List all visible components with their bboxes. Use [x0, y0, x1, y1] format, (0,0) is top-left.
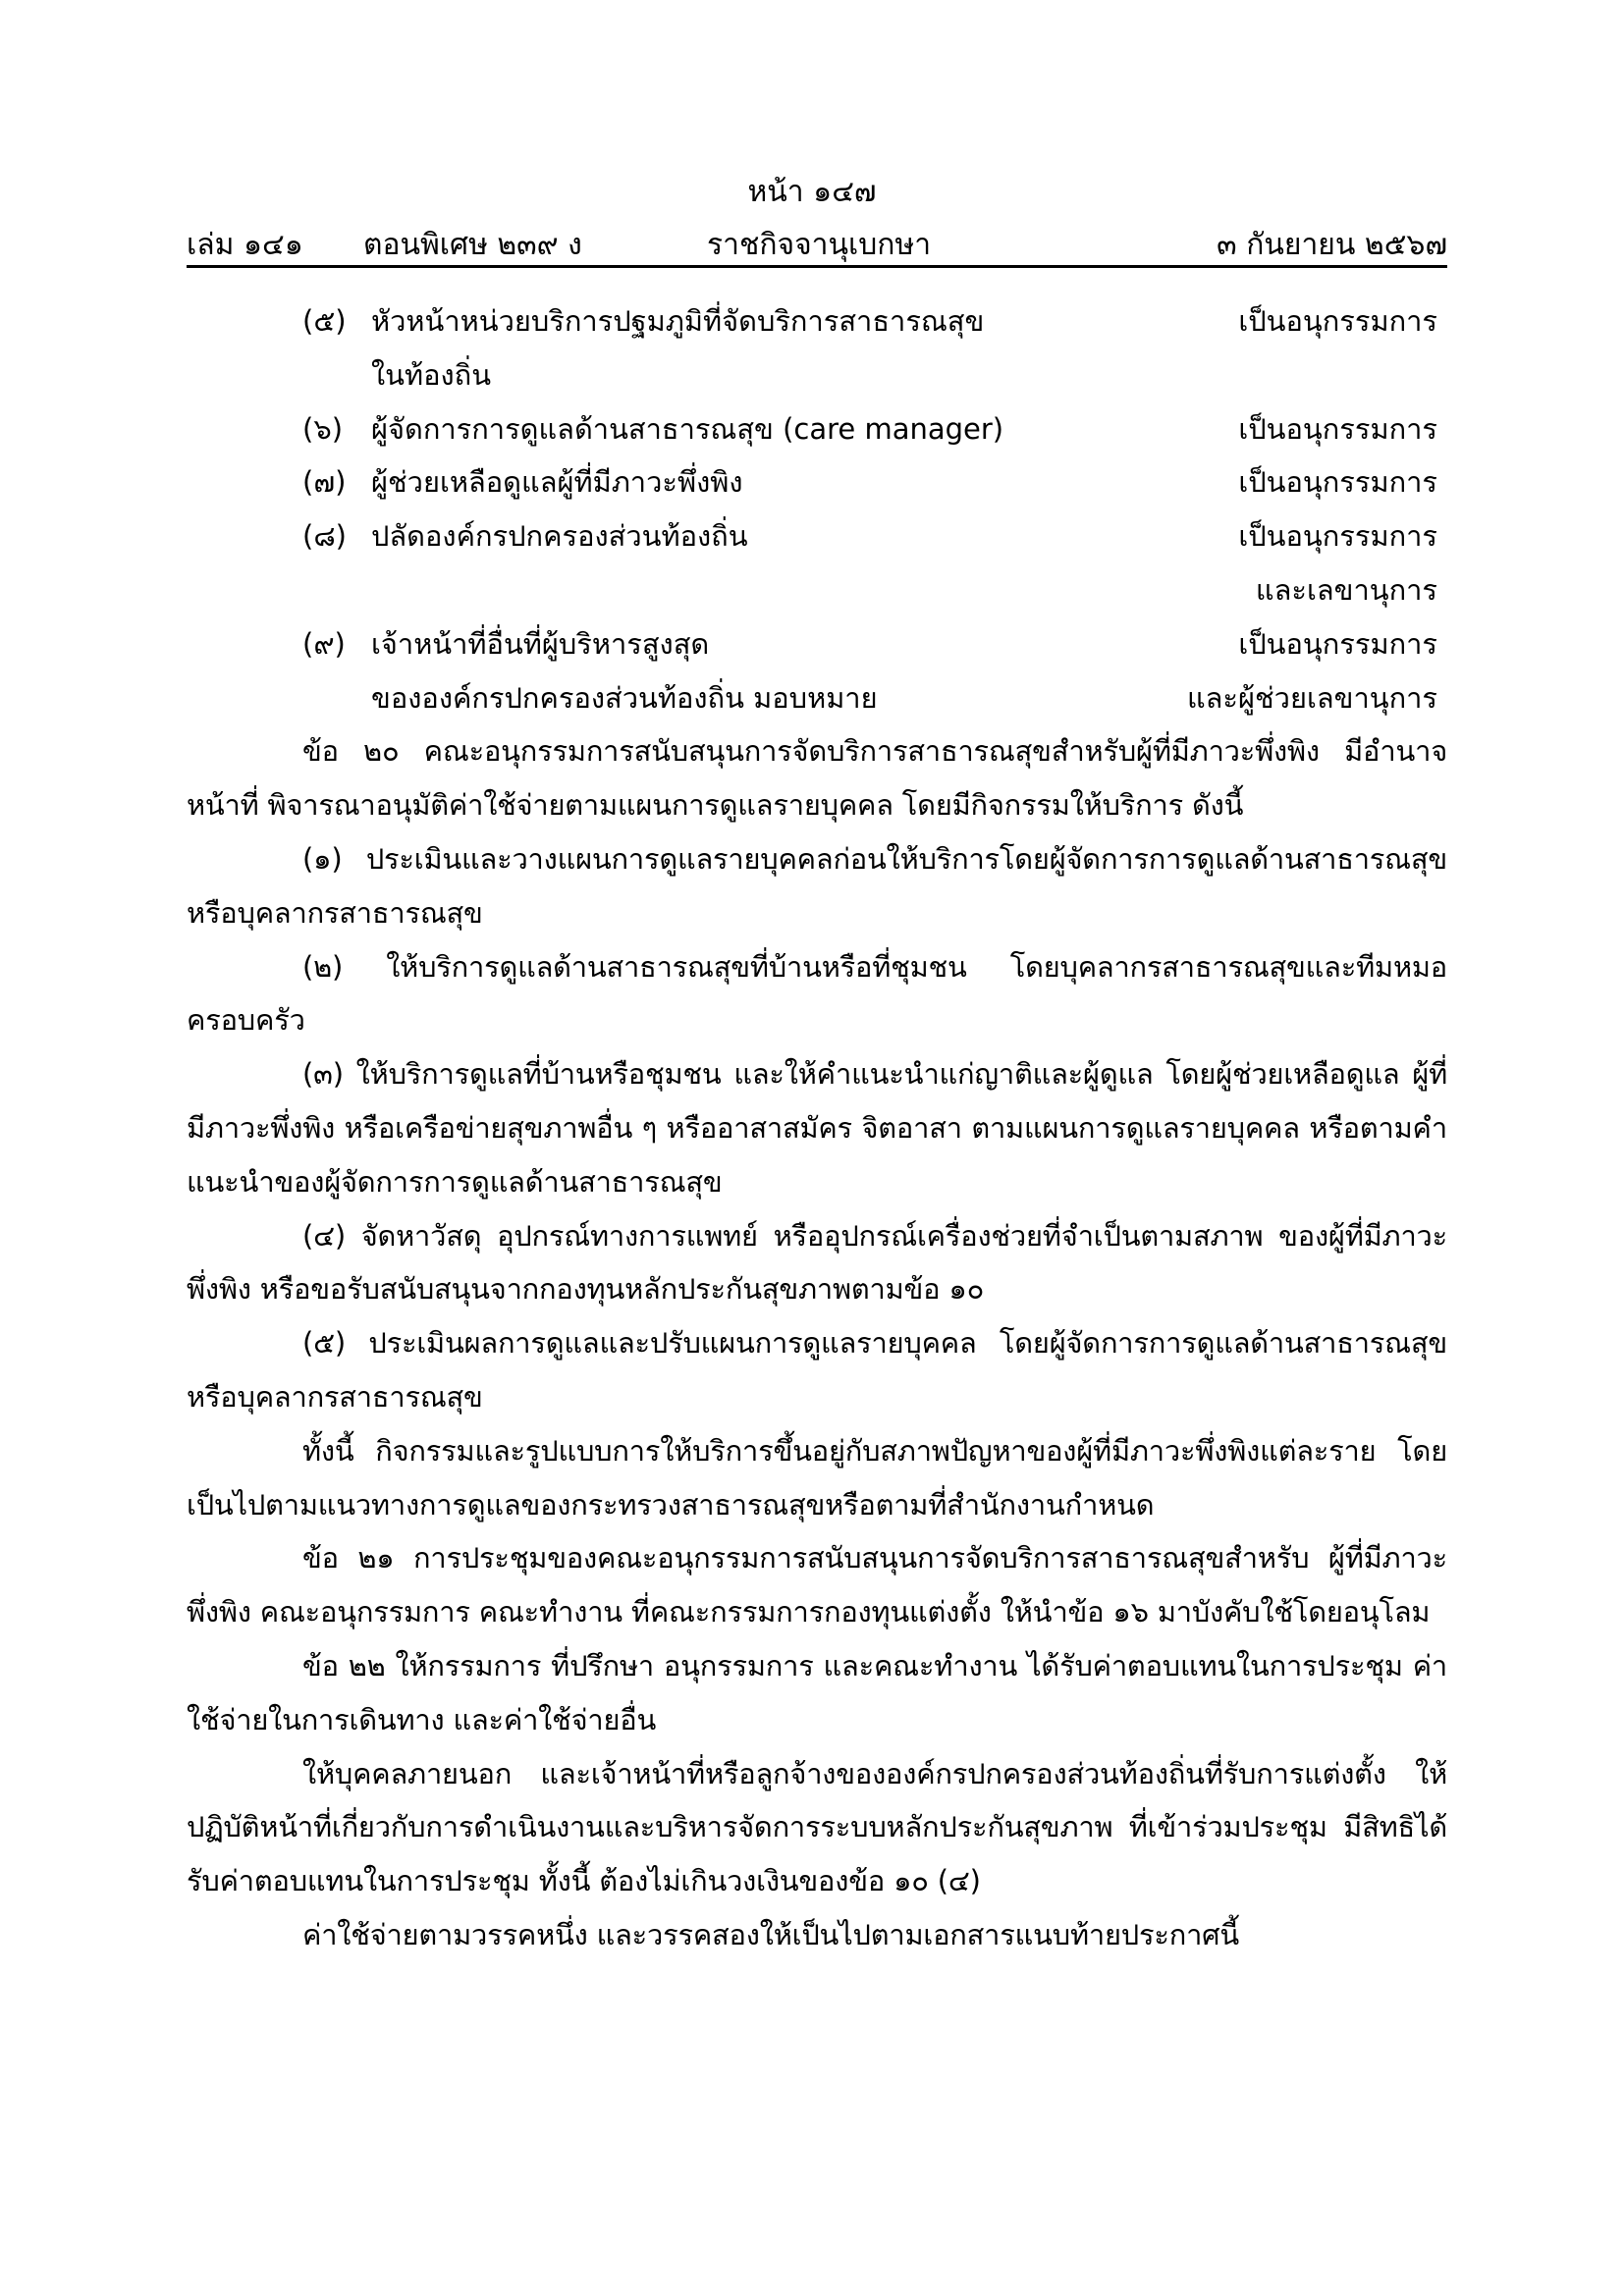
clause-20-item-1: (๑) ประเมินและวางแผนการดูแลรายบุคคลก่อนให้บริการโดยผู้จัดการการดูแลด้านสาธารณสุข หรือบุคลากรสาธารณสุข	[187, 841, 1447, 930]
member-number: (๘)	[302, 519, 348, 554]
member-item	[187, 402, 1447, 456]
member-text: เจ้าหน้าที่อื่นที่ผู้บริหารสูงสุด	[371, 626, 710, 661]
member-text: ผู้จัดการการดูแลด้านสาธารณสุข (care manager)	[371, 411, 1004, 446]
member-role: และเลขานุการ	[1255, 572, 1437, 607]
clause-20-note: ทั้งนี้ กิจกรรมและรูปแบบการให้บริการขึ้นอยู่กับสภาพปัญหาของผู้ที่มีภาวะพึ่งพิงแต่ละราย โดยเป็นไปตามแนวทางการดูแลของกระทรวงสาธารณสุขหรือตามที่สำนักงานกำหนด	[187, 1433, 1447, 1522]
gazette-header	[187, 222, 1447, 268]
member-text: ในท้องถิ่น	[371, 357, 492, 392]
member-role: เป็นอนุกรรมการ	[1238, 411, 1437, 446]
member-text: ผู้ช่วยเหลือดูแลผู้ที่มีภาวะพึ่งพิง	[371, 465, 743, 500]
clause-20-item-4: (๔) จัดหาวัสดุ อุปกรณ์ทางการแพทย์ หรืออุปกรณ์เครื่องช่วยที่จำเป็นตามสภาพ ของผู้ที่มีภาวะพึ่งพิง หรือขอรับสนับสนุนจากกองทุนหลักประกันสุขภาพตามข้อ ๑๐	[187, 1218, 1447, 1307]
member-role: เป็นอนุกรรมการ	[1238, 519, 1437, 554]
gazette-title: ราชกิจจานุเบกษา	[707, 228, 932, 262]
member-role: เป็นอนุกรรมการ	[1238, 304, 1437, 338]
member-number: (๕)	[302, 304, 347, 338]
member-text: ขององค์กรปกครองส่วนท้องถิ่น มอบหมาย	[371, 680, 878, 715]
member-item-continuation	[187, 671, 1447, 725]
document-body	[187, 294, 1447, 1962]
member-item	[187, 509, 1447, 563]
page-number: หน้า ๑๔๗	[747, 175, 877, 209]
issue-label: ตอนพิเศษ ๒๓๙ ง	[363, 228, 582, 262]
clause-20: ข้อ ๒๐ คณะอนุกรรมการสนับสนุนการจัดบริการสาธารณสุขสำหรับผู้ที่มีภาวะพึ่งพิง มีอำนาจหน้าที่ พิจารณาอนุมัติค่าใช้จ่ายตามแผนการดูแลรายบุคคล โดยมีกิจกรรมให้บริการ ดังนี้	[187, 734, 1447, 823]
member-text: หัวหน้าหน่วยบริการปฐมภูมิที่จัดบริการสาธารณสุข	[371, 304, 985, 338]
clause-22: ข้อ ๒๒ ให้กรรมการ ที่ปรึกษา อนุกรรมการ และคณะทำงาน ได้รับค่าตอบแทนในการประชุม ค่าใช้จ่ายในการเดินทาง และค่าใช้จ่ายอื่น	[187, 1648, 1447, 1736]
member-number: (๙)	[302, 626, 346, 661]
clause-22-para-2: ให้บุคคลภายนอก และเจ้าหน้าที่หรือลูกจ้างขององค์กรปกครองส่วนท้องถิ่นที่รับการแต่งตั้ง ให้ปฏิบัติหน้าที่เกี่ยวกับการดำเนินงานและบริหารจัดการระบบหลักประกันสุขภาพ ที่เข้าร่วมประชุม มีสิทธิได้รับค่าตอบแทนในการประชุม ทั้งนี้ ต้องไม่เกินวงเงินของข้อ ๑๐ (๔)	[187, 1756, 1447, 1898]
member-item	[187, 294, 1447, 348]
clause-22-para-3: ค่าใช้จ่ายตามวรรคหนึ่ง และวรรคสองให้เป็นไปตามเอกสารแนบท้ายประกาศนี้	[302, 1917, 1239, 1951]
member-number: (๗)	[302, 465, 347, 500]
volume-label: เล่ม ๑๔๑	[187, 228, 303, 262]
member-item	[187, 455, 1447, 509]
clause-20-item-3: (๓) ให้บริการดูแลที่บ้านหรือชุมชน และให้คำแนะนำแก่ญาติและผู้ดูแล โดยผู้ช่วยเหลือดูแล ผู้ที่มีภาวะพึ่งพิง หรือเครือข่ายสุขภาพอื่น ๆ หรืออาสาสมัคร จิตอาสา ตามแผนการดูแลรายบุคคล หรือตามคำแนะนำของผู้จัดการการดูแลด้านสาธารณสุข	[187, 1057, 1447, 1199]
member-role: และผู้ช่วยเลขานุการ	[1186, 680, 1437, 715]
member-item-continuation	[187, 563, 1447, 617]
member-item	[187, 617, 1447, 671]
member-number: (๖)	[302, 411, 344, 446]
member-role: เป็นอนุกรรมการ	[1238, 465, 1437, 500]
member-text: ปลัดองค์กรปกครองส่วนท้องถิ่น	[371, 519, 748, 554]
date-label: ๓ กันยายน ๒๕๖๗	[1217, 228, 1447, 262]
clause-20-item-5: (๕) ประเมินผลการดูแลและปรับแผนการดูแลรายบุคคล โดยผู้จัดการการดูแลด้านสาธารณสุข หรือบุคลากรสาธารณสุข	[187, 1326, 1447, 1414]
clause-20-item-2: (๒) ให้บริการดูแลด้านสาธารณสุขที่บ้านหรือที่ชุมชน โดยบุคลากรสาธารณสุขและทีมหมอ ครอบครัว	[187, 949, 1447, 1038]
member-list	[187, 294, 1447, 724]
member-role: เป็นอนุกรรมการ	[1238, 626, 1437, 661]
clause-21: ข้อ ๒๑ การประชุมของคณะอนุกรรมการสนับสนุนการจัดบริการสาธารณสุขสำหรับ ผู้ที่มีภาวะพึ่งพิง คณะอนุกรรมการ คณะทำงาน ที่คณะกรรมการกองทุนแต่งตั้ง ให้นำข้อ ๑๖ มาบังคับใช้โดยอนุโลม	[187, 1541, 1447, 1629]
member-item-continuation	[187, 348, 1447, 402]
